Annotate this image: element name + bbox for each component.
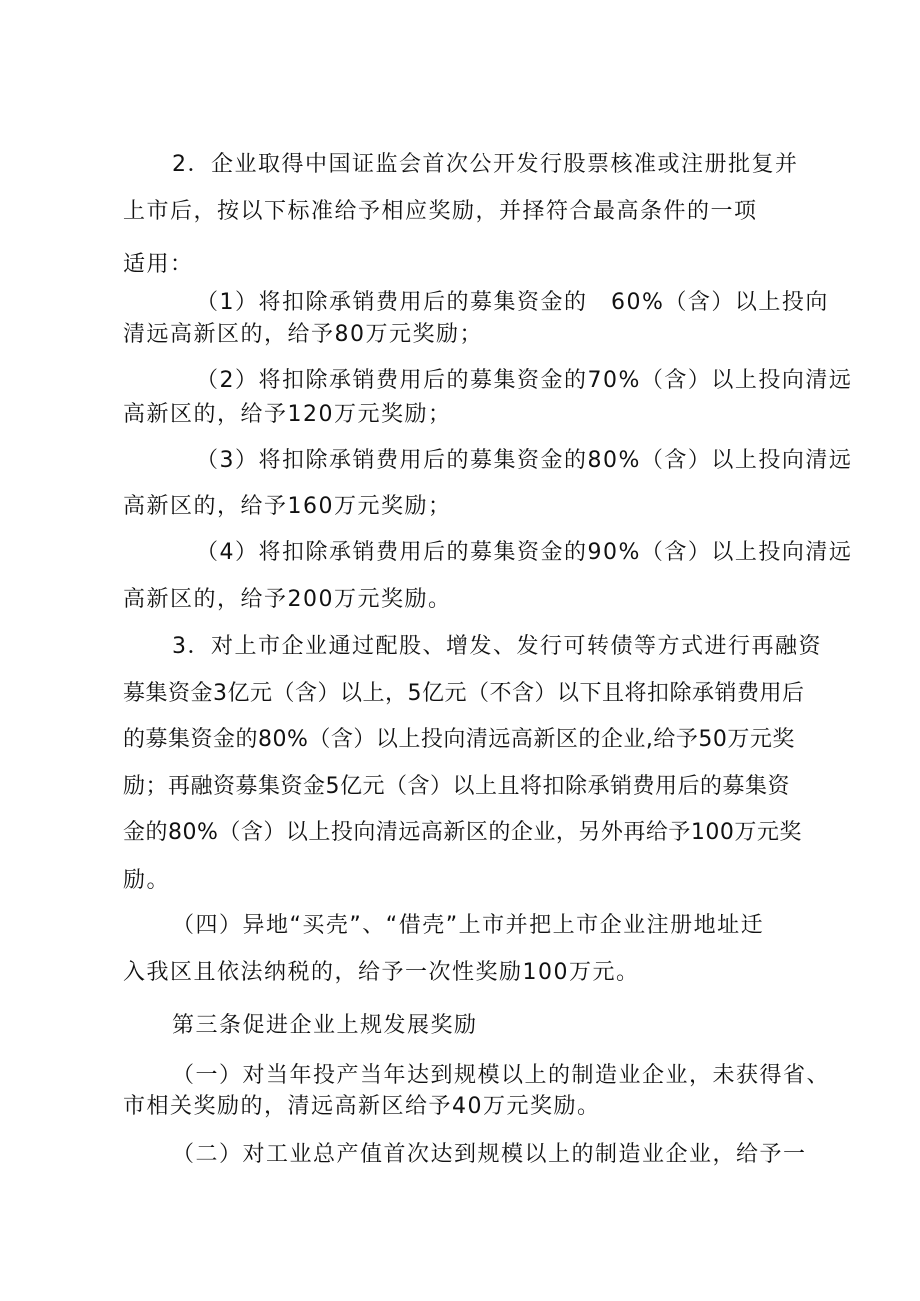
text-line: 金的80%（含）以上投向清远高新区的企业，另外再给予100万元奖 — [123, 820, 802, 845]
text-line: （3）将扣除承销费用后的募集资金的80%（含）以上投向清远 — [196, 448, 853, 473]
text-line: 上市后，按以下标准给予相应奖励，并择符合最高条件的一项 — [123, 199, 758, 224]
text-line: 高新区的，给予120万元奖励； — [123, 402, 452, 427]
text-line: 2．企业取得中国证监会首次公开发行股票核准或注册批复并 — [172, 152, 799, 177]
text-line: 入我区且依法纳税的，给予一次性奖励100万元。 — [123, 960, 640, 985]
text-line: （1）将扣除承销费用后的募集资金的 60%（含）以上投向 — [196, 290, 829, 315]
text-line: 高新区的，给予160万元奖励； — [123, 494, 452, 519]
text-line: 励；再融资募集资金5亿元（含）以上且将扣除承销费用后的募集资 — [123, 774, 790, 799]
section-heading: 第三条促进企业上规发展奖励 — [172, 1013, 478, 1038]
text-line: （2）将扣除承销费用后的募集资金的70%（含）以上投向清远 — [196, 368, 853, 393]
text-line: （四）异地“买壳”、“借壳”上市并把上市企业注册地址迁 — [172, 913, 765, 938]
text-line: 3．对上市企业通过配股、增发、发行可转债等方式进行再融资 — [172, 634, 822, 659]
text-line: 励。 — [123, 868, 171, 893]
text-line: （4）将扣除承销费用后的募集资金的90%（含）以上投向清远 — [196, 540, 853, 565]
text-line: 募集资金3亿元（含）以上，5亿元（不含）以下且将扣除承销费用后 — [123, 681, 805, 706]
text-line: 高新区的，给予200万元奖励。 — [123, 587, 452, 612]
text-line: （一）对当年投产当年达到规模以上的制造业企业，未获得省、 — [172, 1063, 831, 1088]
text-line: 适用： — [123, 252, 194, 277]
text-line: 的募集资金的80%（含）以上投向清远高新区的企业,给予50万元奖 — [123, 727, 795, 752]
text-line: 市相关奖励的，清远高新区给予40万元奖励。 — [123, 1094, 601, 1119]
text-line: 清远高新区的，给予80万元奖励； — [123, 322, 483, 347]
text-line: （二）对工业总产值首次达到规模以上的制造业企业，给予一 — [172, 1142, 807, 1167]
